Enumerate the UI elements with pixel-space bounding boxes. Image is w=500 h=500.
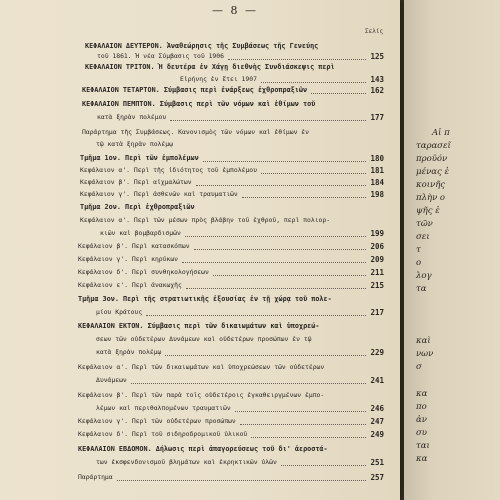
toc-entry [0,227,400,240]
dotted-leader [165,346,366,356]
toc-page-number: 217 [370,308,384,317]
toc-page-number: 162 [370,86,384,95]
right-page-text-fragment: τα [416,284,427,294]
right-page-text-fragment: ψῆς ἐ [416,206,440,216]
toc-entry [0,402,400,415]
dotted-leader [196,176,366,186]
toc-entry-text: τῷ κατὰ ξηρὰν πολέμῳ [96,140,173,148]
toc-entry [0,84,400,97]
right-page-text-fragment: συ [416,428,427,438]
right-page-text-fragment: καὶ [416,336,431,346]
toc-entry-text: Παράρτημα [78,473,113,481]
dotted-leader [311,84,366,94]
toc-entry [0,240,400,253]
toc-entry [0,443,400,456]
toc-page-number: 198 [370,190,384,199]
toc-page-number: 229 [370,348,384,357]
toc-entry [0,415,400,428]
right-page-text-fragment: τ [416,245,421,255]
toc-entry-text: Κεφάλαιον β'. Περὶ αἰχμαλώτων [80,178,192,186]
toc-entry [0,214,400,227]
right-page-text-fragment: προϋόν [416,154,448,164]
toc-entry-text: Κεφάλαιον ε'. Περὶ ἀνακωχῆς [78,281,182,289]
right-page-text-fragment: κα [416,389,428,399]
right-page-text-fragment: ταρασεῖ [416,141,451,151]
toc-page-number: 251 [370,458,384,467]
toc-entry [0,293,400,306]
toc-entry [0,346,400,359]
toc-entry [0,471,400,484]
toc-entry-text: Κεφάλαιον α'. Περὶ τῶν μέσων πρὸς βλάβην τοῦ ἐχθροῦ, περὶ πολιορ- [80,216,331,224]
toc-entry-text: σεων τῶν οὐδετέρων Δυνάμεων καὶ οὐδετέρων προσώπων ἐν τῷ [96,335,312,343]
toc-entry-text: Κεφάλαιον α'. Περὶ τῆς ἰδιότητος τοῦ ἐμπολέμου [80,166,257,174]
right-page-text-fragment: σ [416,362,422,372]
right-page-text-fragment: ἀν [416,415,427,425]
toc-page-number: 177 [370,113,384,122]
toc-page-number: 211 [370,268,384,277]
toc-page-number: 209 [370,255,384,264]
toc-entry-text: κιῶν καὶ βομβαρδισμῶν [100,229,181,237]
toc-entry-text: Κεφάλαιον δ'. Περὶ τοῦ σιδηροδρομικοῦ ὑλικοῦ [78,430,248,438]
toc-page-number: 180 [370,154,384,163]
toc-entry [0,428,400,441]
right-page-text-fragment: τῶν [416,219,433,229]
toc-entry [0,188,400,201]
toc-entry-text: Κεφάλαιον β'. Περὶ κατασκόπων [78,242,190,250]
toc-entry-text: Κεφάλαιον γ'. Περὶ τῶν οὐδετέρων προσώπων [78,417,236,425]
toc-page-number: 125 [370,52,384,61]
toc-entry [0,98,400,111]
toc-entry-text: Εἰρήνης ἐν ἔτει 1907 [180,75,257,83]
toc-page-number: 199 [370,229,384,238]
right-page-text-fragment: λογ [416,271,432,281]
dotted-leader [261,73,366,83]
dotted-leader [240,415,366,425]
toc-entry [0,266,400,279]
toc-page-number: 249 [370,430,384,439]
toc-entry [0,111,400,124]
toc-entry-text: ΚΕΦΑΛΑΙΟΝ ΤΕΤΑΡΤΟΝ. Σύμβασις περὶ ἐνάρξεως ἐχθροπραξιῶν [82,86,308,94]
right-page-text-fragment: Αἱ π [432,128,450,138]
toc-entry-text: μίου Κράτους [96,308,143,316]
toc-entry [0,253,400,266]
toc-entry [0,279,400,292]
dotted-leader [281,456,366,466]
right-page-text-fragment: κα [416,454,428,464]
dotted-leader [194,240,366,250]
dotted-leader [170,111,366,121]
toc-entry-text: Τμῆμα 3ον. Περὶ τῆς στρατιωτικῆς ἐξουσίας ἐν τῇ χώρᾳ τοῦ πολε- [78,295,332,303]
toc-entry-text: Δυνάμεων [96,376,127,384]
right-page-text-fragment: ται [416,441,430,451]
right-page-text-fragment: νων [416,349,434,359]
dotted-leader [131,374,366,384]
dotted-leader [228,50,366,60]
toc-entry-text: κατὰ ξηρὰν πολέμου [97,113,167,121]
toc-entry-text: Κεφάλαιον γ'. Περὶ ἀσθενῶν καὶ τραυματιῶν [80,190,238,198]
dotted-leader [117,471,366,481]
toc-entry-text: Κεφάλαιον β'. Περὶ τῶν παρὰ τοῖς οὐδετέροις ἐγκαθειργμένων ἐμπο- [78,391,325,399]
toc-entry [0,138,400,151]
dotted-leader [213,266,366,276]
dotted-leader [261,164,366,174]
dotted-leader [182,253,366,263]
toc-entry [0,361,400,374]
toc-entry-text: Παράρτημα τῆς Συμβάσεως. Κανονισμὸς τῶν νόμων καὶ ἐθίμων ἐν [82,128,310,136]
right-book-page [404,0,500,500]
page-column-label: Σελίς [365,28,384,35]
dotted-leader [235,402,366,412]
toc-entry-text: Κεφάλαιον α'. Περὶ τῶν δικαιωμάτων καὶ ὑποχρεώσεων τῶν οὐδετέρων [78,363,325,371]
toc-page-number: 143 [370,75,384,84]
toc-page-number: 246 [370,404,384,413]
toc-page-number: 247 [370,417,384,426]
toc-page-number: 206 [370,242,384,251]
right-page-text-fragment: πλὴν ο [416,193,446,203]
toc-entry-text: λέμων καὶ περιθαλπομένων τραυματιῶν [96,404,231,412]
right-page-text-fragment: κοινῆς [416,180,446,190]
toc-entry-text: Τμῆμα 2ον. Περὶ ἐχθροπραξιῶν [80,203,195,211]
right-page-text-fragment: πο [416,402,427,412]
toc-entry [0,320,400,333]
toc-entry [0,374,400,387]
toc-entry [0,333,400,346]
toc-entry-text: των ἐκσφενδονισμοῦ βλημάτων καὶ ἐκρηκτικῶν ὑλῶν [96,458,277,466]
page-number: — 8 — [212,4,258,17]
right-page-text-fragment: ο [416,258,422,268]
toc-entry-text: ΚΕΦΑΛΑΙΟΝ ΤΡΙΤΟΝ. Ἡ δευτέρα ἐν Χάγῃ διεθνὴς Συνδιάσκεψις περὶ [85,63,335,71]
right-page-text-fragment: σει [416,232,430,242]
toc-entry-text: κατὰ ξηρὰν πολέμῳ [96,348,162,356]
toc-page-number: 184 [370,178,384,187]
dotted-leader [146,306,366,316]
toc-entry-text: ΚΕΦΑΛΑΙΟΝ ΕΒΔΟΜΟΝ. Δήλωσις περὶ ἀπαγορεύσεως τοῦ δι' ἀεροστά- [78,445,328,453]
toc-entry-text: τοῦ 1861. Ἡ νέα Σύμβασις τοῦ 1906 [97,52,224,60]
toc-page-number: 181 [370,166,384,175]
toc-entry [0,306,400,319]
right-page-text-fragment: μένας ἐ [416,167,450,177]
dotted-leader [242,188,366,198]
toc-page-number: 215 [370,281,384,290]
toc-entry [0,389,400,402]
toc-entry [0,456,400,469]
toc-page-number: 241 [370,376,384,385]
dotted-leader [185,227,366,237]
toc-entry-text: Τμῆμα 1ον. Περὶ τῶν ἐμπολέμων [80,154,199,162]
toc-entry-text: ΚΕΦΑΛΑΙΟΝ ΔΕΥΤΕΡΟΝ. Ἀναθεώρησις τῆς Συμβάσεως τῆς Γενεύης [85,42,319,50]
toc-entry-text: ΚΕΦΑΛΑΙΟΝ ΕΚΤΟΝ. Σύμβασις περὶ τῶν δικαιωμάτων καὶ ὑποχρεώ- [78,322,320,330]
dotted-leader [203,152,366,162]
toc-page-number: 257 [370,473,384,482]
toc-entry [0,201,400,214]
toc-entry-text: Κεφάλαιον γ'. Περὶ κηρύκων [78,255,179,263]
dotted-leader [186,279,366,289]
dotted-leader [251,428,366,438]
toc-entry-text: ΚΕΦΑΛΑΙΟΝ ΠΕΜΠΤΟΝ. Σύμβασις περὶ τῶν νόμων καὶ ἐθίμων τοῦ [82,100,316,108]
toc-entry-text: Κεφάλαιον δ'. Περὶ συνθηκολογήσεων [78,268,209,276]
